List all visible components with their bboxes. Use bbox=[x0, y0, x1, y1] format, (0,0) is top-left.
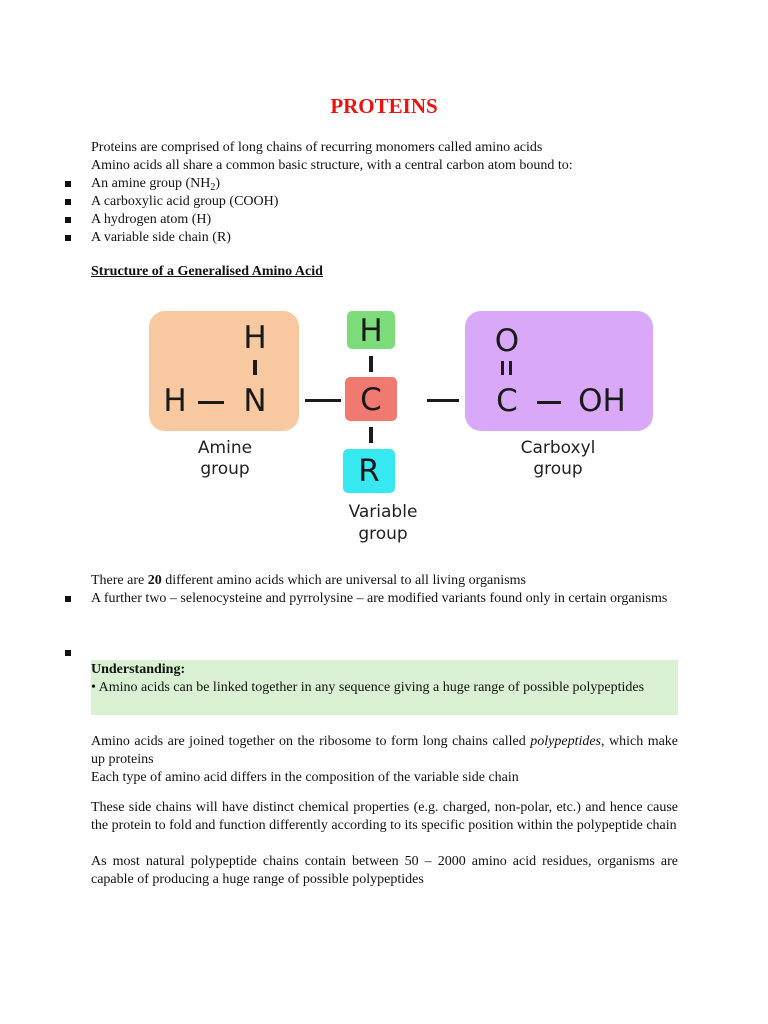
twenty-line: There are 20 different amino acids which are universal to all living organisms bbox=[91, 573, 526, 588]
amine-n: N bbox=[243, 383, 267, 419]
carboxyl-bond-oh bbox=[537, 401, 561, 404]
understanding-title: Understanding: bbox=[91, 662, 186, 677]
amine-bond-vertical bbox=[253, 360, 257, 375]
amine-h-top: H bbox=[243, 320, 267, 356]
bullet-hydrogen: A hydrogen atom (H) bbox=[91, 212, 212, 227]
bond-carbon-carboxyl bbox=[427, 399, 459, 402]
variable-label-1: Variable bbox=[348, 502, 418, 522]
carboxyl-label-1: Carboxyl bbox=[520, 438, 596, 458]
understanding-box bbox=[91, 660, 678, 715]
bullet-marker bbox=[65, 650, 71, 656]
bullet-marker bbox=[65, 217, 71, 223]
carboxyl-double-bond-1 bbox=[501, 361, 504, 375]
amine-label-1: Amine bbox=[197, 438, 253, 458]
center-r: R bbox=[358, 453, 380, 489]
bond-c-r bbox=[369, 427, 373, 443]
amine-h-left: H bbox=[163, 383, 187, 419]
bullet-amine: An amine group $(NH_2)$ bbox=[91, 176, 221, 193]
center-c: C bbox=[360, 382, 382, 418]
page-title: PROTEINS bbox=[330, 94, 438, 118]
carboxyl-label-2: group bbox=[533, 459, 583, 479]
amino-acid-diagram bbox=[143, 305, 663, 550]
paragraph-residues: As most natural polypeptide chains contain between 50 – 2000 amino acid residues, organisms are capable of producing a huge range of possible polypeptides bbox=[91, 854, 678, 887]
paragraph-side-chain: Each type of amino acid differs in the composition of the variable side chain bbox=[91, 770, 519, 785]
further-text: A further two – selenocysteine and pyrrolysine – are modified variants found only in certain organisms bbox=[91, 591, 668, 606]
bond-amine-carbon bbox=[305, 399, 341, 402]
carboxyl-oh: OH bbox=[578, 383, 626, 419]
carboxyl-o: O bbox=[494, 323, 520, 359]
bullet-carboxylic: A carboxylic acid group (COOH) bbox=[91, 194, 279, 209]
paragraph-polypeptides: Amino acids are joined together on the ribosome to form long chains called polypeptides, which make up proteins bbox=[91, 734, 679, 767]
bond-h-c bbox=[369, 356, 373, 372]
bullet-marker bbox=[65, 596, 71, 602]
structure-heading: Structure of a Generalised Amino Acid bbox=[91, 264, 323, 279]
understanding-body: • Amino acids can be linked together in any sequence giving a huge range of possible polypeptides bbox=[91, 680, 645, 695]
intro-line-2: Amino acids all share a common basic structure, with a central carbon atom bound to: bbox=[91, 158, 573, 173]
bullet-marker bbox=[65, 235, 71, 241]
bullet-marker bbox=[65, 181, 71, 187]
bullet-side-chain: A variable side chain (R) bbox=[91, 230, 231, 245]
carboxyl-c: C bbox=[496, 383, 518, 419]
amine-bond-horizontal bbox=[198, 401, 224, 404]
paragraph-properties: These side chains will have distinct chemical properties (e.g. charged, non-polar, etc.) and hence cause the protein to fold and function differently according to its specific position within the polypeptide chain bbox=[91, 800, 678, 833]
carboxyl-double-bond-2 bbox=[509, 361, 512, 375]
variable-label-2: group bbox=[358, 524, 408, 544]
center-h: H bbox=[359, 313, 383, 349]
amine-label-2: group bbox=[200, 459, 250, 479]
bullet-marker bbox=[65, 199, 71, 205]
intro-line-1: Proteins are comprised of long chains of recurring monomers called amino acids bbox=[91, 140, 543, 155]
